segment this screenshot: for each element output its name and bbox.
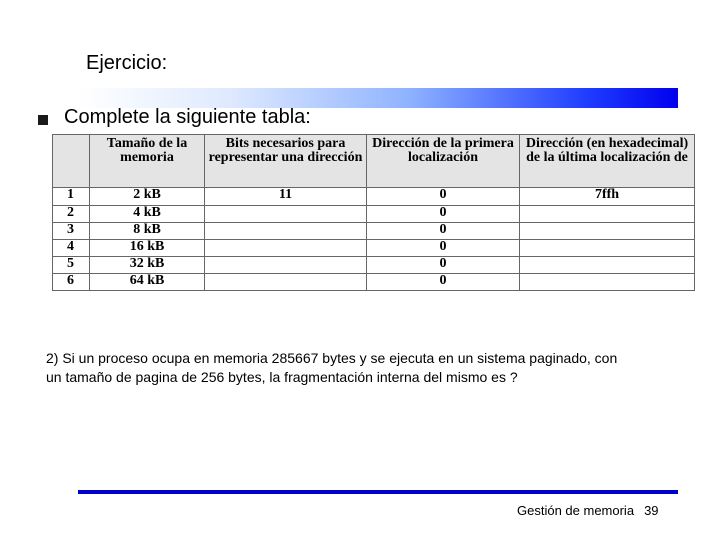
table-cell: 2	[53, 206, 90, 223]
table-row	[53, 257, 695, 274]
square-bullet-icon	[38, 115, 48, 125]
table-cell: 4	[53, 240, 90, 257]
table-cell: 0	[367, 240, 520, 257]
table-cell: 0	[367, 188, 520, 206]
table-cell: 32 kB	[90, 257, 205, 274]
table-cell	[205, 223, 367, 240]
table-cell	[520, 257, 695, 274]
table-cell: 0	[367, 257, 520, 274]
table-row	[53, 206, 695, 223]
header-cell-memory-size: Tamaño de la memoria	[90, 135, 205, 188]
table-cell	[205, 206, 367, 223]
header-cell-first-address: Dirección de la primera localización	[367, 135, 520, 188]
header-cell-index	[53, 135, 90, 188]
memory-table	[52, 134, 695, 291]
question-line-1: 2) Si un proceso ocupa en memoria 285667 bytes y se ejecuta en un sistema paginado, con	[46, 350, 618, 366]
table-cell: 0	[367, 223, 520, 240]
table-cell	[520, 274, 695, 291]
slide-title: Ejercicio:	[86, 52, 168, 74]
table-cell: 16 kB	[90, 240, 205, 257]
table-header-row	[53, 135, 695, 188]
table-cell	[520, 206, 695, 223]
table-cell: 0	[367, 206, 520, 223]
page-number: 39	[644, 503, 659, 518]
table-cell: 64 kB	[90, 274, 205, 291]
table-cell: 8 kB	[90, 223, 205, 240]
footer-label: Gestión de memoria	[517, 503, 635, 518]
question-paragraph	[46, 349, 706, 387]
title-gradient-bar	[78, 88, 678, 108]
question-line-2: un tamaño de pagina de 256 bytes, la fragmentación interna del mismo es ?	[46, 369, 518, 385]
bullet-text: Complete la siguiente tabla:	[64, 106, 311, 128]
table-cell: 3	[53, 223, 90, 240]
table-cell: 2 kB	[90, 188, 205, 206]
table-cell: 11	[205, 188, 367, 206]
table-cell: 0	[367, 274, 520, 291]
table-cell: 6	[53, 274, 90, 291]
table-cell	[205, 257, 367, 274]
table-row	[53, 188, 695, 206]
table-cell: 7ffh	[520, 188, 695, 206]
table-row	[53, 240, 695, 257]
table-cell	[520, 223, 695, 240]
slide-footer	[517, 503, 659, 518]
table-cell: 5	[53, 257, 90, 274]
table-cell	[205, 274, 367, 291]
table-cell	[520, 240, 695, 257]
table-cell	[205, 240, 367, 257]
table-cell: 1	[53, 188, 90, 206]
table-cell: 4 kB	[90, 206, 205, 223]
footer-divider	[78, 490, 678, 494]
table-row	[53, 223, 695, 240]
header-cell-bits: Bits necesarios para representar una dirección	[205, 135, 367, 188]
table-row	[53, 274, 695, 291]
header-cell-last-address: Dirección (en hexadecimal) de la última localización de	[520, 135, 695, 188]
